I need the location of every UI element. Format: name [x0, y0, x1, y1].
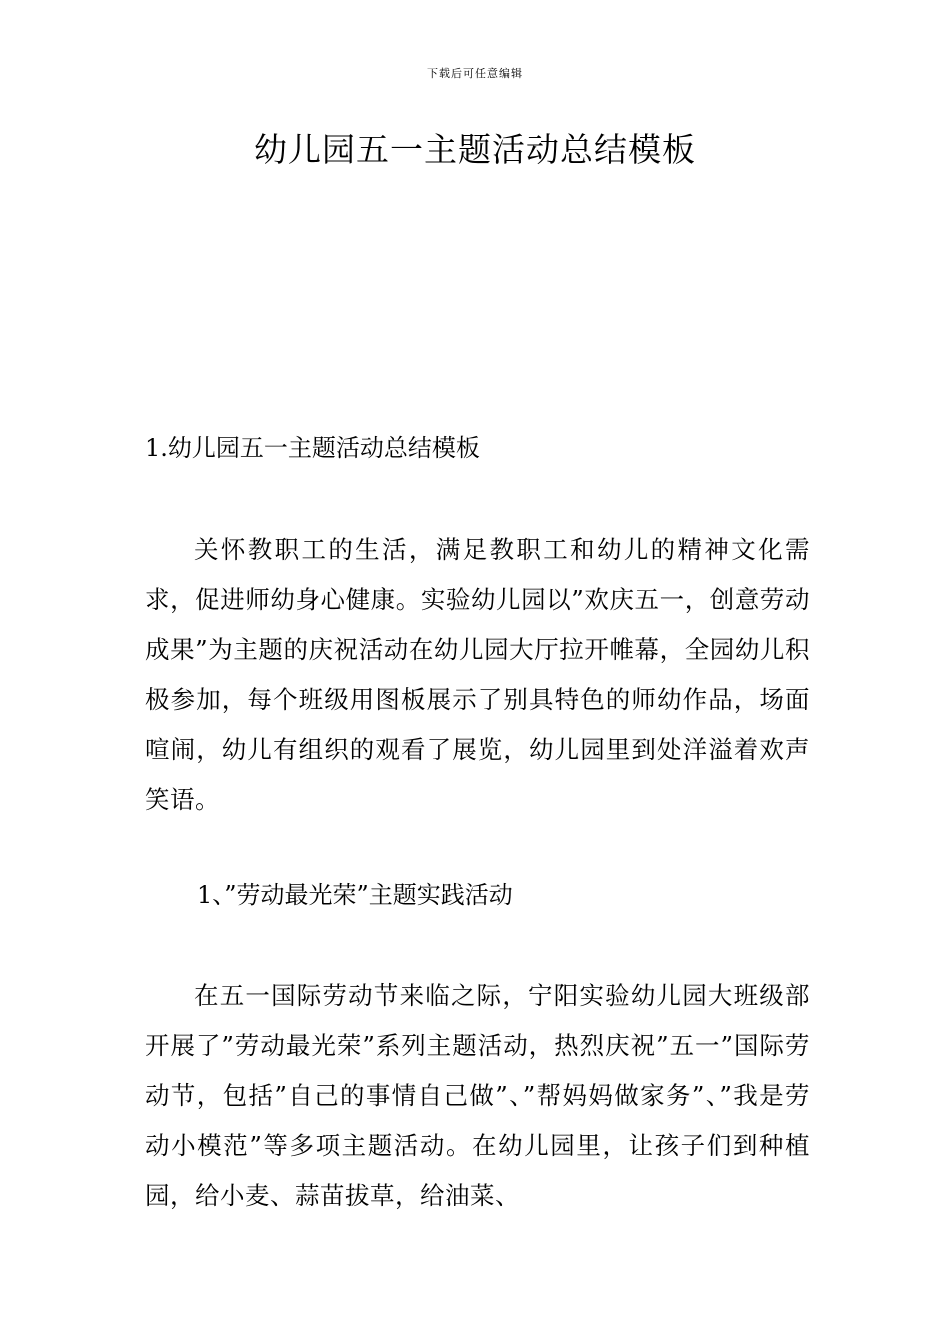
document-title: 幼儿园五一主题活动总结模板 — [254, 130, 696, 169]
section-heading: 1.幼儿园五一主题活动总结模板 — [145, 434, 480, 462]
header-note: 下载后可任意编辑 — [427, 67, 523, 80]
body-paragraph: 关怀教职工的生活，满足教职工和幼儿的精神文化需求，促进师幼身心健康。实验幼儿园以”欢庆五一，创意劳动成果”为主题的庆祝活动在幼儿园大厅拉开帷幕，全园幼儿积极参加，每个班级用图板展示了别具特色的师幼作品，场面喧闹，幼儿有组织的观看了展览，幼儿园里到处洋溢着欢声笑语。 — [145, 535, 810, 814]
subheading: 1、”劳动最光荣”主题实践活动 — [197, 881, 513, 909]
body-paragraph: 在五一国际劳动节来临之际，宁阳实验幼儿园大班级部开展了”劳动最光荣”系列主题活动，热烈庆祝”五一”国际劳动节，包括”自己的事情自己做”、”帮妈妈做家务”、”我是劳动小模范”等多项主题活动。在幼儿园里，让孩子们到种植园，给小麦、蒜苗拔草，给油菜、 — [145, 981, 810, 1210]
